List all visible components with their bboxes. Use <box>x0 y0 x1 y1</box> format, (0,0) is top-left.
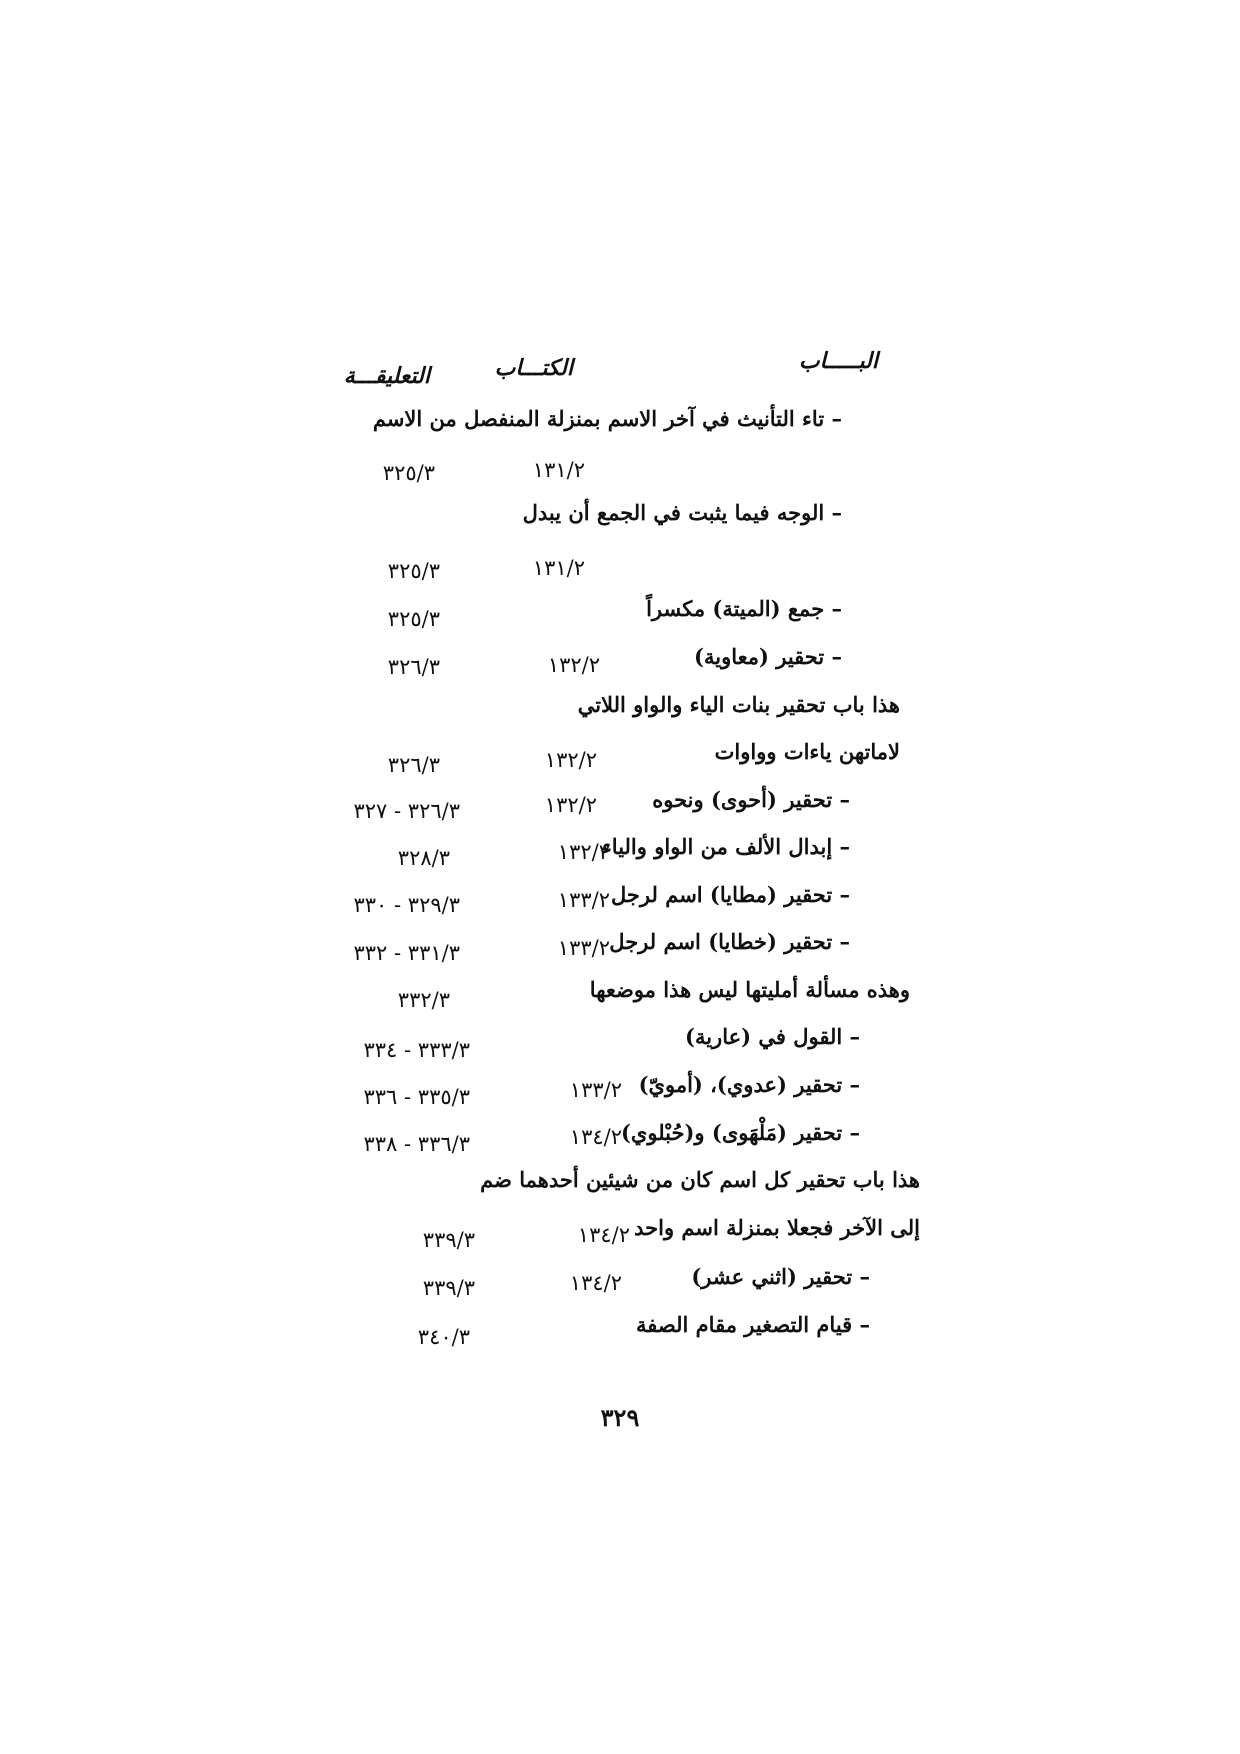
entry-text: – إبدال الألف من الواو والياء <box>601 834 850 859</box>
header-bab: البـــــاب <box>798 348 878 374</box>
entry-kitab-ref: ١٣١/٢ <box>532 458 585 482</box>
header-taliqa: التعليقـــة <box>343 363 430 389</box>
entry-taliqa-ref: ٣٢٥/٣ <box>382 461 435 485</box>
entry-text: – تحقير (أحوى) ونحوه <box>652 787 850 812</box>
entry-kitab-ref: ١٣٢/٢ <box>544 793 597 817</box>
entry-text: – جمع (الميتة) مكسراً <box>646 596 842 621</box>
entry-kitab-ref: ١٣٢/٢ <box>547 653 600 677</box>
entry-taliqa-ref: ٣٣١/٣ - ٣٣٢ <box>353 941 460 965</box>
entry-taliqa-ref: ٣٢٨/٣ <box>397 846 450 870</box>
entry-taliqa-ref: ٣٢٥/٣ <box>387 559 440 583</box>
page-number: ٣٢٩ <box>600 1403 640 1432</box>
entry-text: – الوجه فيما يثبت في الجمع أن يبدل <box>522 500 842 525</box>
entry-taliqa-ref: ٣٣٦/٣ - ٣٣٨ <box>363 1132 470 1156</box>
entry-taliqa-ref: ٣٢٦/٣ <box>387 655 440 679</box>
entry-taliqa-ref: ٣٢٦/٣ <box>387 753 440 777</box>
entry-taliqa-ref: ٣٣٩/٣ <box>422 1276 475 1300</box>
section-heading: إلى الآخر فجعلا بمنزلة اسم واحد <box>634 1215 920 1240</box>
entry-taliqa-ref: ٣٢٦/٣ - ٣٢٧ <box>353 799 460 823</box>
entry-kitab-ref: ١٣٤/٢ <box>569 1271 622 1295</box>
entry-kitab-ref: ١٣٣/٢ <box>557 936 610 960</box>
entry-taliqa-ref: ٣٢٩/٣ - ٣٣٠ <box>353 893 460 917</box>
entry-text: – تحقير (خطايا) اسم لرجل <box>609 929 850 954</box>
entry-kitab-ref: ١٣٣/٢ <box>569 1078 622 1102</box>
entry-taliqa-ref: ٣٣٣/٣ - ٣٣٤ <box>363 1038 470 1062</box>
entry-text: – قيام التصغير مقام الصفة <box>636 1312 870 1337</box>
entry-taliqa-ref: ٣٣٥/٣ - ٣٣٦ <box>363 1085 470 1109</box>
entry-taliqa-ref: ٣٢٥/٣ <box>387 607 440 631</box>
header-kitab: الكتـــاب <box>494 355 573 381</box>
entry-text: – تحقير (مَلْهَوى) و(حُبْلوي) <box>621 1120 860 1145</box>
entry-taliqa-ref: ٣٣٢/٣ <box>397 988 450 1012</box>
entry-kitab-ref: ١٣٢/٢ <box>557 840 610 864</box>
entry-text: – تاء التأنيث في آخر الاسم بمنزلة المنفصل من الاسم <box>372 406 842 431</box>
section-heading: وهذه مسألة أمليتها ليس هذا موضعها <box>589 977 910 1002</box>
section-heading: هذا باب تحقير بنات الياء والواو اللاتي <box>577 692 900 717</box>
entry-kitab-ref: ١٣٤/٢ <box>577 1223 630 1247</box>
entry-kitab-ref: ١٣٤/٢ <box>569 1125 622 1149</box>
entry-taliqa-ref: ٣٣٩/٣ <box>422 1228 475 1252</box>
entry-text: – تحقير (مطايا) اسم لرجل <box>611 882 850 907</box>
section-heading: هذا باب تحقير كل اسم كان من شيئين أحدهما ضم <box>480 1167 920 1192</box>
entry-kitab-ref: ١٣٢/٢ <box>544 748 597 772</box>
entry-taliqa-ref: ٣٤٠/٣ <box>417 1325 470 1349</box>
section-heading: لاماتهن ياءات وواوات <box>714 739 900 764</box>
entry-text: – تحقير (عدوي)، (أمويّ) <box>638 1072 860 1097</box>
entry-text: – تحقير (معاوية) <box>694 644 842 669</box>
entry-text: – القول في (عارية) <box>685 1024 860 1049</box>
entry-kitab-ref: ١٣٣/٢ <box>557 888 610 912</box>
entry-kitab-ref: ١٣١/٢ <box>532 556 585 580</box>
entry-text: – تحقير (اثني عشر) <box>691 1264 870 1289</box>
